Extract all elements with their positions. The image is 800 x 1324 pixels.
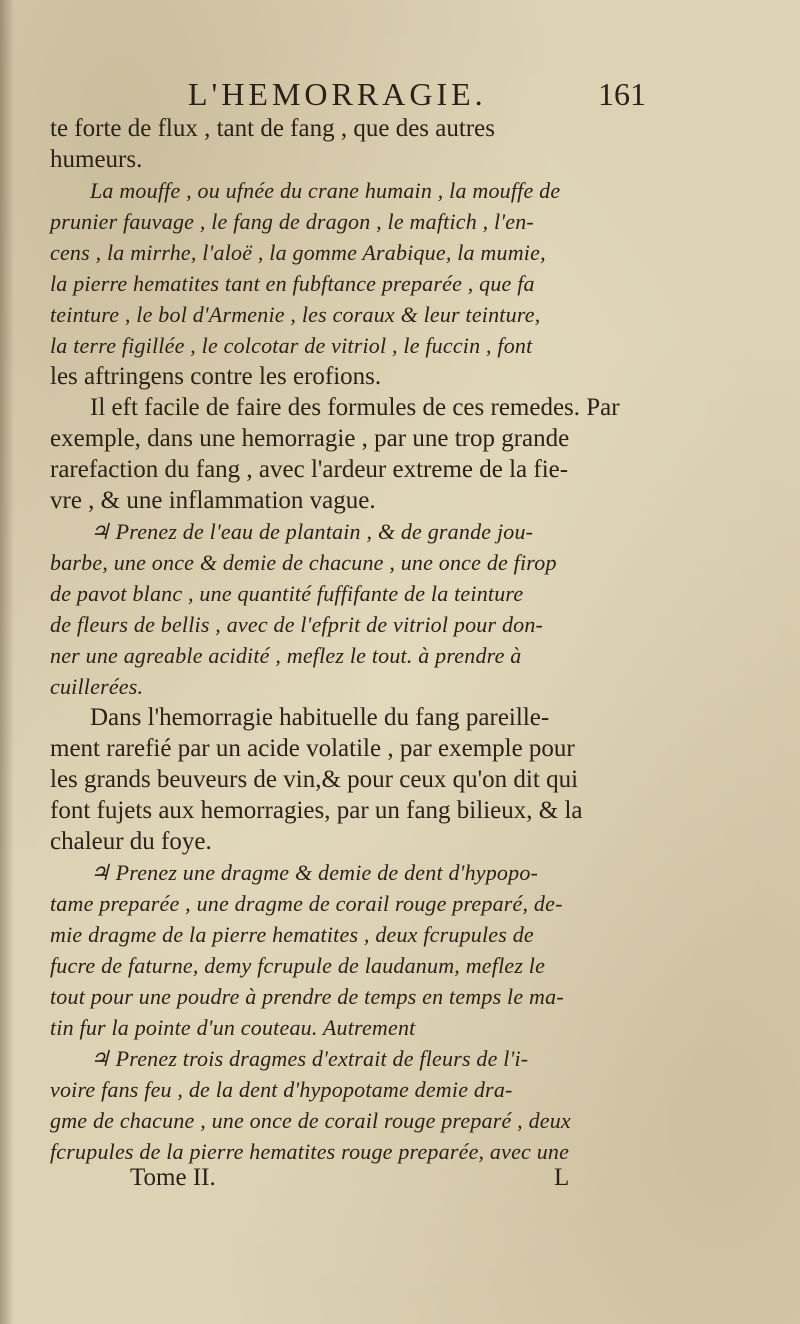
- text-line: les aftringens contre les erofions.: [50, 363, 382, 390]
- text-line: La mouffe , ou ufnée du crane humain , la mouffe de: [90, 178, 561, 203]
- text-line: te forte de flux , tant de fang , que des autres: [50, 115, 495, 142]
- text-line: fucre de faturne, demy fcrupule de laudanum, meflez le: [50, 953, 546, 978]
- text-line: barbe, une once & demie de chacune , une once de firop: [50, 550, 557, 575]
- text-line: humeurs.: [50, 146, 143, 173]
- page-gutter-shadow: [0, 0, 14, 1324]
- text-line: les grands beuveurs de vin,& pour ceux qu'on dit qui: [50, 766, 579, 793]
- text-line: font fujets aux hemorragies, par un fang bilieux, & la: [50, 797, 583, 824]
- text-line: exemple, dans une hemorragie , par une trop grande: [50, 425, 570, 452]
- text-line: cens , la mirrhe, l'aloë , la gomme Arabique, la mumie,: [50, 240, 546, 265]
- text-line: tame preparée , une dragme de corail rouge preparé, de-: [50, 891, 563, 916]
- text-line: mie dragme de la pierre hematites , deux fcrupules de: [50, 922, 534, 947]
- text-line: de pavot blanc , une quantité fuffifante de la teinture: [50, 581, 524, 606]
- page-header: [0, 76, 800, 116]
- text-line: la pierre hematites tant en fubftance preparée , que fa: [50, 271, 535, 296]
- page-number: 161: [598, 76, 646, 112]
- signature-mark: L: [554, 1164, 570, 1191]
- text-line: ♃ Prenez une dragme & demie de dent d'hypopo-: [90, 860, 539, 885]
- text-line: prunier fauvage , le fang de dragon , le maftich , l'en-: [50, 209, 534, 234]
- text-line: la terre figillée , le colcotar de vitriol , le fuccin , font: [50, 333, 533, 358]
- body-text: [50, 113, 660, 1167]
- text-line: vre , & une inflammation vague.: [50, 487, 376, 514]
- volume-label: Tome II.: [130, 1164, 216, 1191]
- page-footer: [0, 1164, 800, 1198]
- text-line: voire fans feu , de la dent d'hypopotame demie dra-: [50, 1077, 513, 1102]
- text-line: chaleur du foye.: [50, 828, 212, 855]
- running-head: L'HEMORRAGIE.: [188, 76, 487, 112]
- text-line: ♃ Prenez trois dragmes d'extrait de fleurs de l'i-: [90, 1046, 529, 1071]
- text-line: tin fur la pointe d'un couteau. Autrement: [50, 1015, 416, 1040]
- text-line: teinture , le bol d'Armenie , les coraux & leur teinture,: [50, 302, 541, 327]
- text-line: ♃ Prenez de l'eau de plantain , & de grande jou-: [90, 519, 534, 544]
- text-line: tout pour une poudre à prendre de temps en temps le ma-: [50, 984, 564, 1009]
- text-line: fcrupules de la pierre hematites rouge preparée, avec une: [50, 1139, 570, 1164]
- text-line: gme de chacune , une once de corail rouge preparé , deux: [50, 1108, 571, 1133]
- text-line: ner une agreable acidité , meflez le tout. à prendre à: [50, 643, 522, 668]
- text-line: Dans l'hemorragie habituelle du fang pareille-: [90, 704, 550, 731]
- text-line: de fleurs de bellis , avec de l'efprit de vitriol pour don-: [50, 612, 544, 637]
- text-line: Il eft facile de faire des formules de ces remedes. Par: [90, 394, 620, 421]
- text-line: ment rarefié par un acide volatile , par exemple pour: [50, 735, 575, 762]
- text-line: cuillerées.: [50, 674, 144, 699]
- text-line: rarefaction du fang , avec l'ardeur extreme de la fie-: [50, 456, 569, 483]
